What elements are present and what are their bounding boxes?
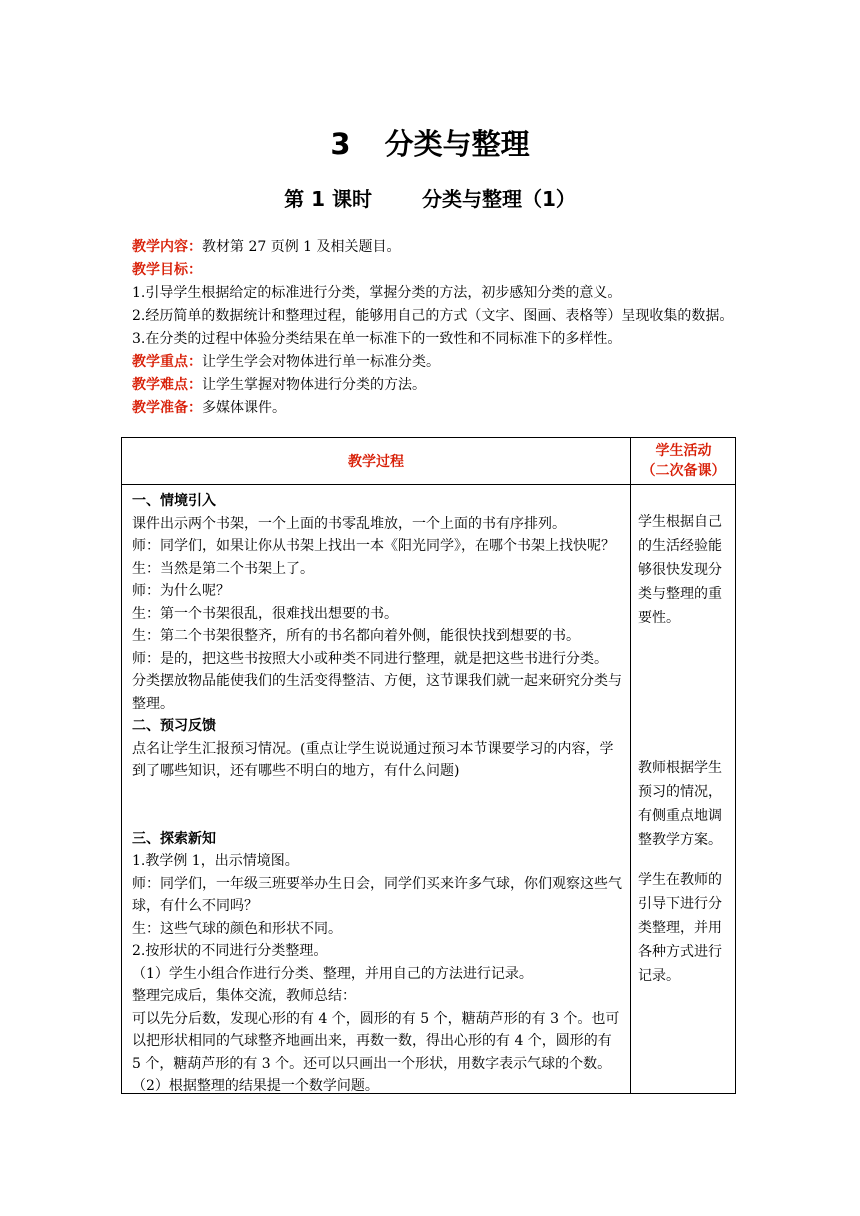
process-line: （2）根据整理的结果提一个数学问题。 [132,1078,379,1094]
difficulty-text: 让学生掌握对物体进行分类的方法。 [202,377,426,393]
student-activity-note: 教师根据学生预习的情况，有侧重点地调整教学方案。 [638,760,722,848]
content-label: 教学内容： [132,239,202,255]
process-line: 1.教学例 1，出示情境图。 [132,853,299,869]
key-text: 让学生学会对物体进行单一标准分类。 [202,354,440,370]
section-title: 三、探索新知 [132,830,216,847]
teaching-process-table [121,437,736,1094]
process-line: （1）学生小组合作进行分类、整理，并用自己的方法进行记录。 [132,965,533,982]
content-text: 教材第 27 页例 1 及相关题目。 [202,239,401,255]
goals-label: 教学目标： [132,262,202,278]
prep-text: 多媒体课件。 [202,400,286,416]
difficulty-label: 教学难点： [132,377,202,393]
goal-item: 3.在分类的过程中体验分类结果在单一标准下的一致性和不同标准下的多样性。 [132,331,622,347]
page-title [0,122,860,163]
process-line: 生：第二个书架很整齐，所有的书名都向着外侧，能很快找到想要的书。 [132,628,580,644]
header-divider [122,484,735,485]
section-title: 一、情境引入 [132,493,216,509]
process-line: 师：是的，把这些书按照大小或种类不同进行整理，就是把这些书进行分类。 [132,650,608,667]
process-line: 课件出示两个书架，一个上面的书零乱堆放，一个上面的书有序排列。 [132,515,566,532]
process-line: 生：第一个书架很乱，很难找出想要的书。 [132,605,398,622]
process-line: 点名让学生汇报预习情况。(重点让学生说说通过预习本节课要学习的内容，学到了哪些知识，还有哪些不明白的地方，有什么问题) [132,740,614,779]
header-teaching-process: 教学过程 [348,454,404,470]
process-line: 2.按形状的不同进行分类整理。 [132,943,328,959]
prep-label: 教学准备： [132,400,202,416]
goal-item: 2.经历简单的数据统计和整理过程，能够用自己的方式（文字、图画、表格等）呈现收集的数据。 [132,308,734,324]
lesson-name: 分类与整理（1） [421,187,576,211]
process-line: 生：这些气球的颜色和形状不同。 [132,920,342,937]
section-title: 二、预习反馈 [132,718,216,734]
process-line: 可以先分后数，发现心形的有 4 个，圆形的有 5 个，糖葫芦形的有 3 个。也可以把形状相同的气球整齐地画出来，再数一数，得出心形的有 4 个，圆形的有 5 个，糖葫芦形的有 3 个。还可以只画出一个形状，用数字表示气球的个数。 [132,1010,620,1072]
student-activity-note: 学生根据自己的生活经验能够很快发现分类与整理的重要性。 [638,514,722,626]
lesson-meta [132,236,742,420]
process-line: 师：同学们，如果让你从书架上找出一本《阳光同学》，在哪个书架上找快呢？ [132,538,615,554]
process-line: 师：同学们，一年级三班要举办生日会，同学们买来许多气球，你们观察这些气球，有什么不同吗？ [132,875,622,914]
chapter-number: 3 [330,127,351,161]
process-line: 师：为什么呢？ [132,583,230,599]
key-label: 教学重点： [132,354,202,370]
goal-item: 1.引导学生根据给定的标准进行分类，掌握分类的方法，初步感知分类的意义。 [132,285,622,301]
header-student-activity: 学生活动 （二次备课） [641,443,726,479]
lesson-number: 第 1 课时 [284,187,372,211]
column-divider [630,438,631,1093]
lesson-subtitle [0,183,860,212]
student-activity-note: 学生在教师的引导下进行分类整理，并用各种方式进行记录。 [638,872,722,984]
process-content [132,490,624,1098]
process-line: 整理完成后，集体交流，教师总结： [132,988,356,1004]
process-line: 分类摆放物品能使我们的生活变得整洁、方便，这节课我们就一起来研究分类与整理。 [132,673,622,712]
process-line: 生：当然是第二个书架上了。 [132,560,314,577]
chapter-title: 分类与整理 [384,127,530,161]
